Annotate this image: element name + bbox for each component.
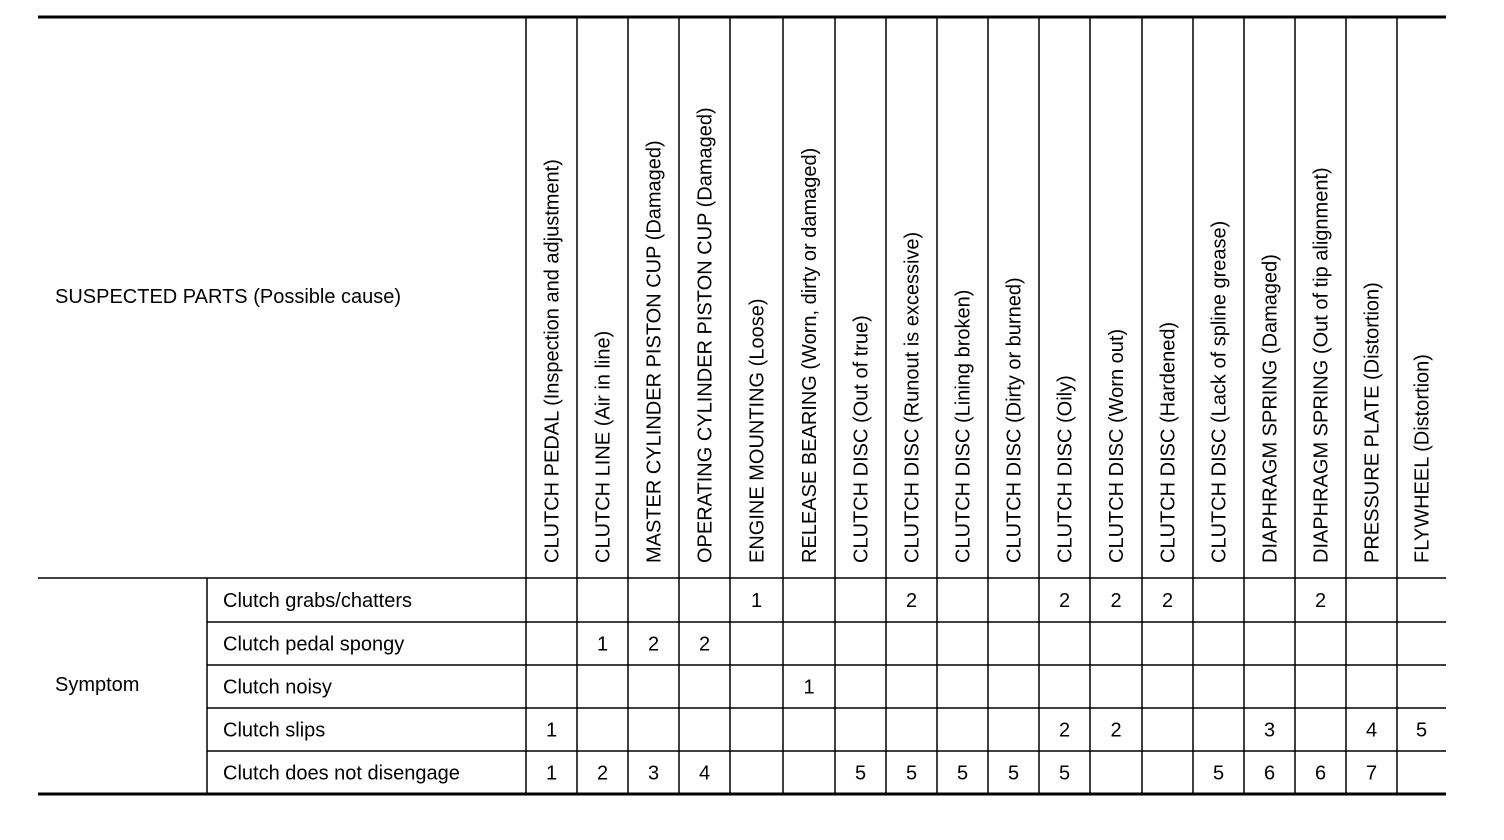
table-cell-value: 6: [1314, 762, 1327, 785]
table-cell-value: 2: [1058, 719, 1071, 742]
table-cell-value: 2: [698, 633, 711, 656]
column-header: CLUTCH PEDAL (Inspection and adjustment): [541, 159, 564, 563]
column-header: ENGINE MOUNTING (Loose): [746, 298, 769, 563]
table-cell-value: 7: [1365, 762, 1378, 785]
row-labels: [223, 590, 460, 785]
column-header: CLUTCH DISC (Dirty or burned): [1003, 277, 1026, 563]
table-cell-value: 2: [1110, 719, 1122, 742]
table-cell-value: 2: [1058, 590, 1071, 612]
table-title: SUSPECTED PARTS (Possible cause): [55, 286, 402, 308]
column-header: CLUTCH DISC (Oily): [1054, 375, 1077, 563]
column-header: OPERATING CYLINDER PISTON CUP (Damaged): [694, 107, 717, 563]
column-header: FLYWHEEL (Distortion): [1411, 354, 1434, 563]
table-cell-value: 3: [1263, 719, 1276, 742]
table-cell-value: 5: [1058, 762, 1071, 785]
table-cell-value: 5: [1212, 762, 1225, 785]
table-cell-value: 6: [1263, 762, 1276, 785]
table-cell-value: 4: [1365, 719, 1378, 742]
table-cell-value: 5: [956, 762, 969, 785]
row-label: Clutch noisy: [223, 676, 332, 699]
column-header: CLUTCH DISC (Lining broken): [952, 289, 975, 563]
table-cell-value: 4: [698, 762, 711, 785]
row-label: Clutch does not disengage: [223, 762, 460, 785]
row-label: Clutch pedal spongy: [223, 633, 405, 656]
column-header: DIAPHRAGM SPRING (Out of tip alignment): [1310, 167, 1333, 563]
table-cell-value: 2: [647, 633, 660, 656]
column-header: CLUTCH DISC (Worn out): [1106, 328, 1128, 563]
table-cell-value: 5: [854, 762, 867, 785]
symptom-group-label: Symptom: [55, 674, 140, 696]
column-header: RELEASE BEARING (Worn, dirty or damaged): [799, 147, 821, 563]
table-cell-value: 1: [545, 719, 558, 742]
table-cell-value: 2: [1110, 590, 1122, 612]
table-cell-value: 5: [1007, 762, 1020, 785]
column-header: CLUTCH DISC (Runout is excessive): [901, 231, 924, 563]
table-cell-value: 2: [1314, 590, 1327, 612]
table-cell-value: 5: [1415, 719, 1428, 742]
row-label: Clutch grabs/chatters: [223, 590, 412, 612]
table-cell-value: 1: [545, 762, 558, 785]
column-header: CLUTCH DISC (Lack of spline grease): [1208, 220, 1231, 563]
column-header: PRESSURE PLATE (Distortion): [1361, 282, 1384, 563]
table-cell-value: 1: [803, 676, 815, 699]
column-header: DIAPHRAGM SPRING (Damaged): [1259, 254, 1282, 563]
column-header: MASTER CYLINDER PISTON CUP (Damaged): [643, 140, 666, 563]
row-label: Clutch slips: [223, 719, 326, 742]
table-cell-value: 1: [750, 590, 763, 612]
table-cell-value: 3: [647, 762, 660, 785]
table-cell-value: 2: [905, 590, 918, 612]
table-cell-value: 2: [596, 762, 609, 785]
column-header: CLUTCH DISC (Out of true): [850, 315, 873, 563]
table-cell-value: 2: [1161, 590, 1174, 612]
column-header: CLUTCH LINE (Air in line): [592, 330, 615, 563]
table-cell-value: 1: [596, 633, 609, 656]
column-header: CLUTCH DISC (Hardened): [1157, 321, 1180, 563]
table-cell-value: 5: [905, 762, 918, 785]
